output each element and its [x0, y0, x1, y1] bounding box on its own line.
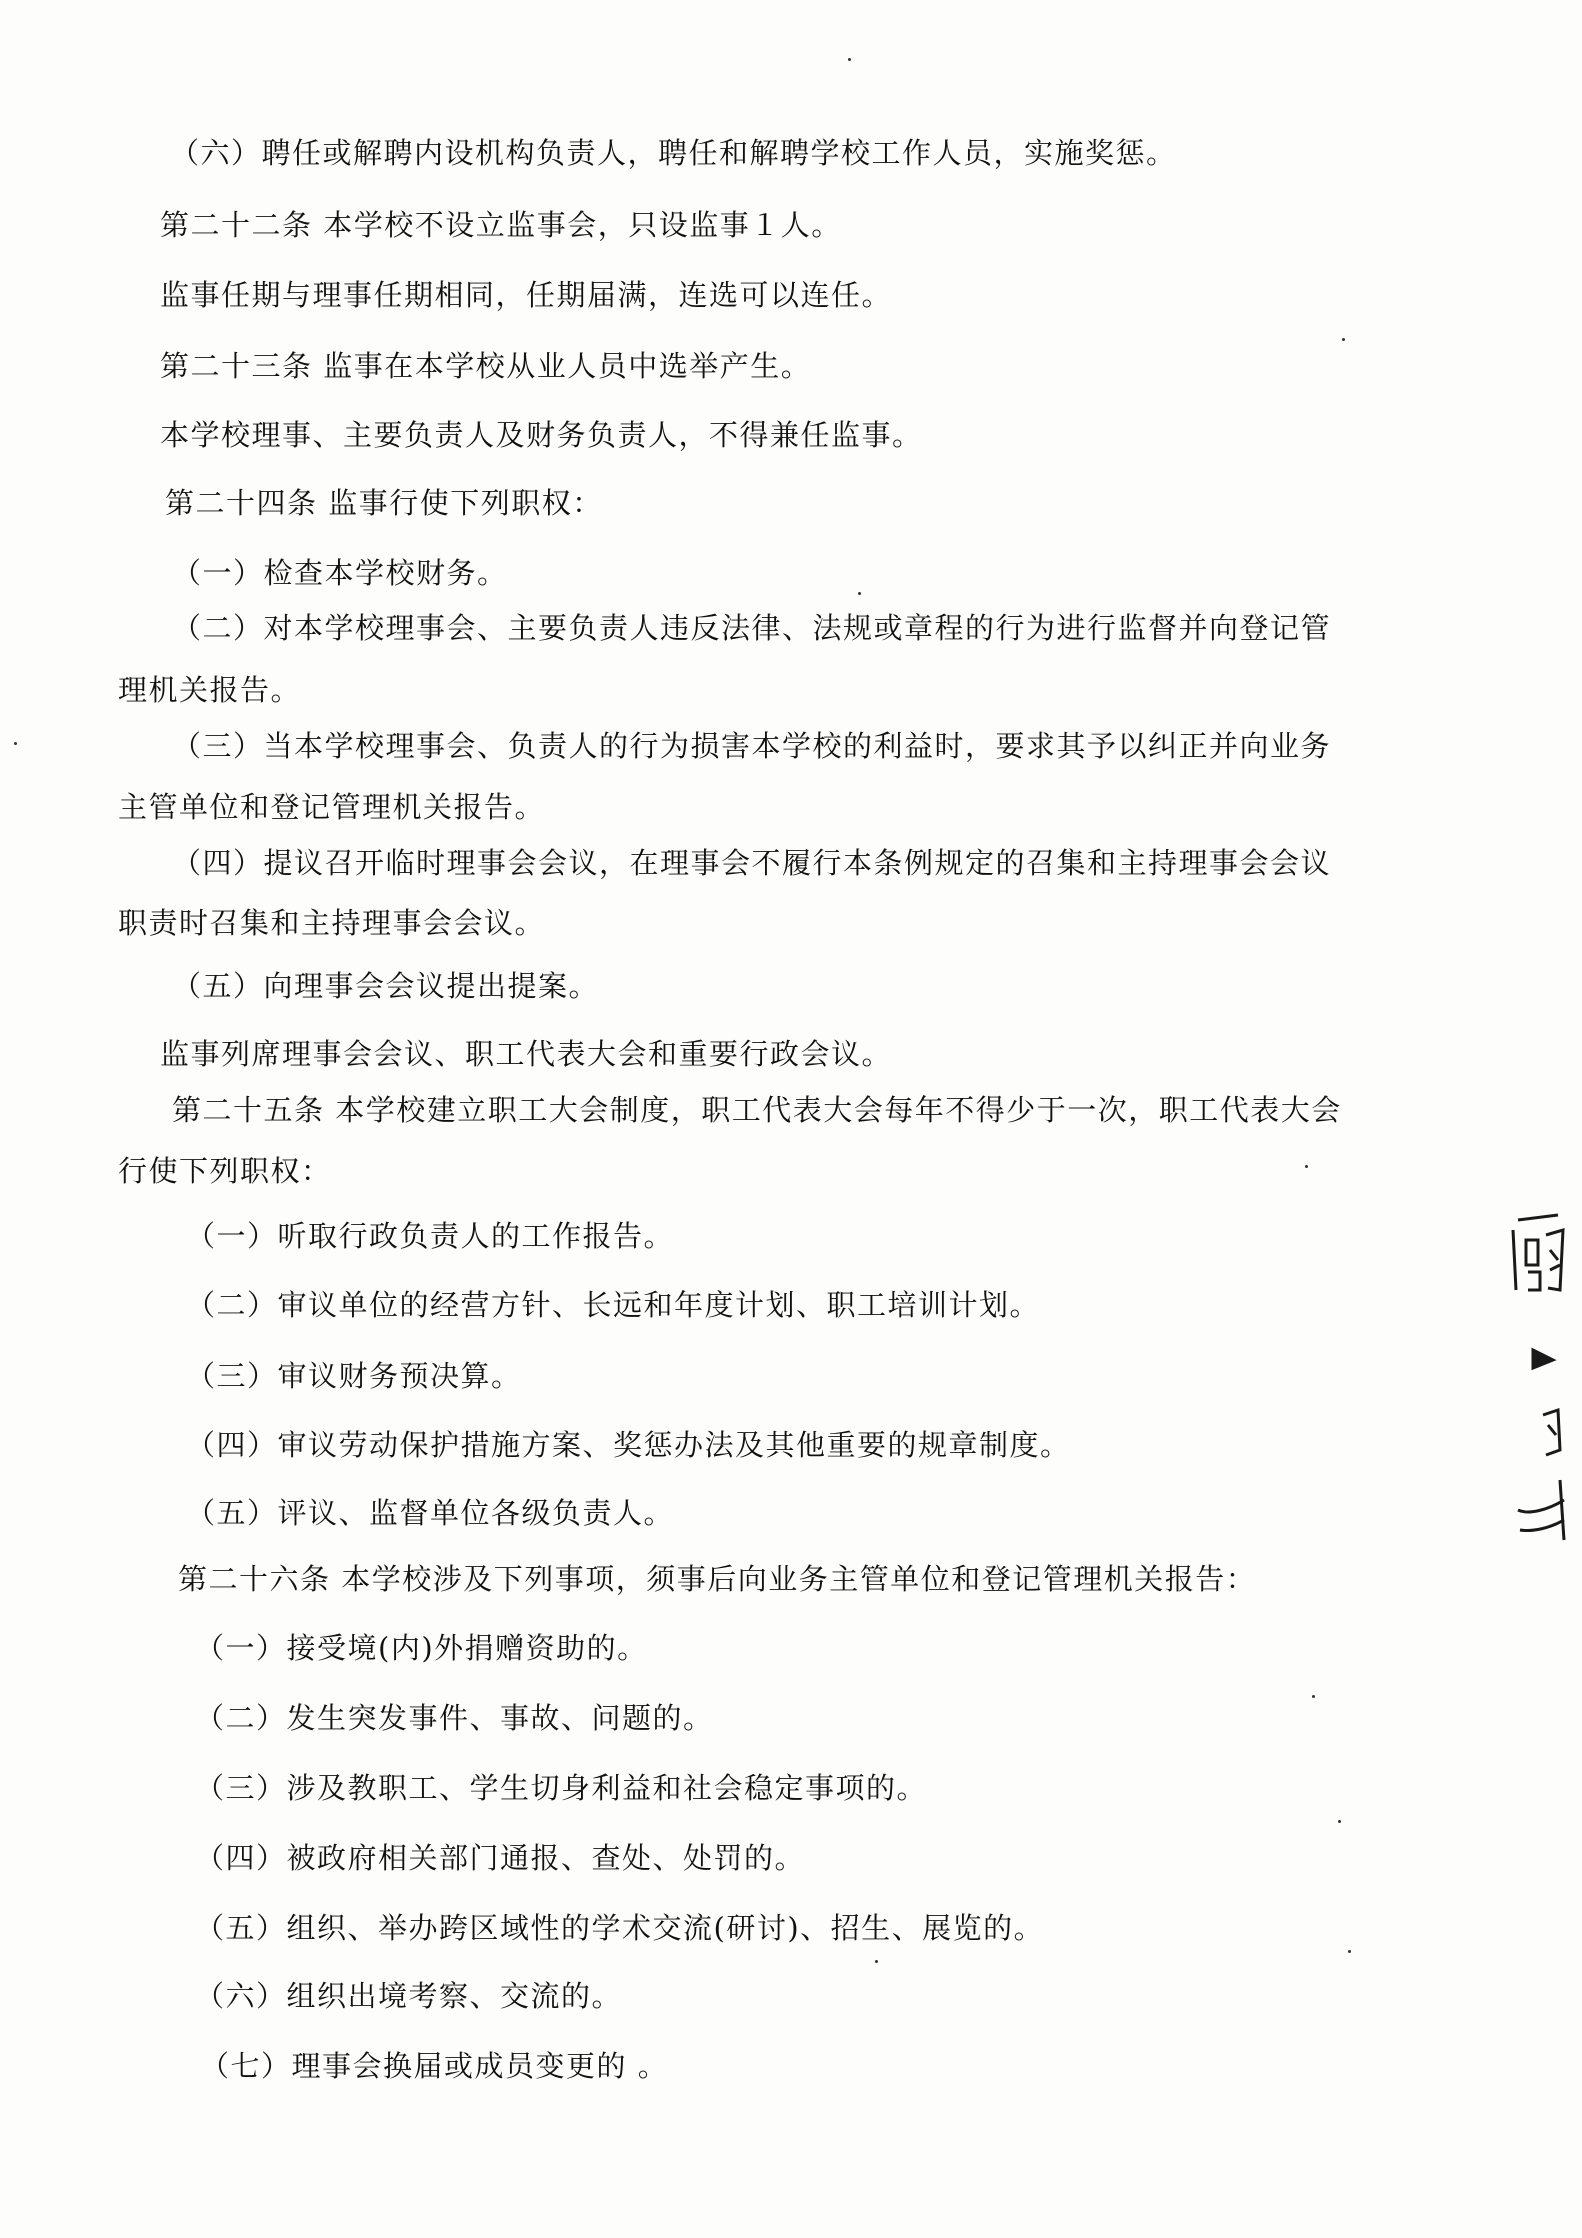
scan-speck [858, 592, 861, 595]
text-line-9: 理机关报告。 [118, 673, 302, 707]
text-line-11: 主管单位和登记管理机关报告。 [118, 790, 546, 824]
text-line-19: （二）审议单位的经营方针、长远和年度计划、职工培训计划。 [186, 1288, 1041, 1322]
text-line-6: 第二十四条 监事行使下列职权： [165, 486, 603, 520]
scan-speck [1305, 1165, 1308, 1168]
text-line-23: 第二十六条 本学校涉及下列事项，须事后向业务主管单位和登记管理机关报告： [178, 1562, 1257, 1596]
text-line-28: （五）组织、举办跨区域性的学术交流(研讨)、招生、展览的。 [195, 1911, 1045, 1945]
scan-speck [1342, 338, 1345, 341]
text-line-29: （六）组织出境考察、交流的。 [195, 1979, 623, 2013]
text-line-27: （四）被政府相关部门通报、查处、处罚的。 [195, 1841, 806, 1875]
text-line-7: （一）检查本学校财务。 [172, 556, 508, 590]
text-line-25: （二）发生突发事件、事故、问题的。 [195, 1701, 714, 1735]
text-line-21: （四）审议劳动保护措施方案、奖惩办法及其他重要的规章制度。 [186, 1428, 1071, 1462]
scan-speck [875, 1960, 878, 1963]
text-line-2: 第二十二条 本学校不设立监事会，只设监事１人。 [160, 208, 842, 242]
text-line-14: （五）向理事会会议提出提案。 [172, 969, 600, 1003]
text-line-8: （二）对本学校理事会、主要负责人违反法律、法规或章程的行为进行监督并向登记管 [172, 611, 1332, 645]
text-line-24: （一）接受境(内)外捐赠资助的。 [195, 1631, 648, 1665]
text-line-4: 第二十三条 监事在本学校从业人员中选举产生。 [160, 349, 812, 383]
text-line-5: 本学校理事、主要负责人及财务负责人，不得兼任监事。 [160, 418, 923, 452]
text-line-26: （三）涉及教职工、学生切身利益和社会稳定事项的。 [195, 1771, 928, 1805]
scan-speck [14, 742, 17, 745]
text-line-22: （五）评议、监督单位各级负责人。 [186, 1496, 675, 1530]
text-line-17: 行使下列职权： [118, 1154, 332, 1188]
text-line-10: （三）当本学校理事会、负责人的行为损害本学校的利益时，要求其予以纠正并向业务 [172, 729, 1332, 763]
scan-speck [848, 58, 851, 61]
text-line-3: 监事任期与理事任期相同，任期届满，连选可以连任。 [160, 278, 893, 312]
text-line-20: （三）审议财务预决算。 [186, 1359, 522, 1393]
text-line-12: （四）提议召开临时理事会会议，在理事会不履行本条例规定的召集和主持理事会会议 [172, 846, 1332, 880]
text-line-13: 职责时召集和主持理事会会议。 [118, 906, 546, 940]
scan-speck [1338, 1820, 1341, 1823]
seal-stamp-icon [1498, 1210, 1568, 1550]
scan-speck [1312, 1695, 1315, 1698]
text-line-30: （七）理事会换届或成员变更的 。 [200, 2049, 669, 2083]
text-line-15: 监事列席理事会会议、职工代表大会和重要行政会议。 [160, 1037, 893, 1071]
text-line-1: （六）聘任或解聘内设机构负责人，聘任和解聘学校工作人员，实施奖惩。 [170, 136, 1177, 170]
text-line-16: 第二十五条 本学校建立职工大会制度，职工代表大会每年不得少于一次，职工代表大会 [172, 1093, 1342, 1127]
scan-speck [1348, 1950, 1351, 1953]
text-line-18: （一）听取行政负责人的工作报告。 [186, 1219, 675, 1253]
